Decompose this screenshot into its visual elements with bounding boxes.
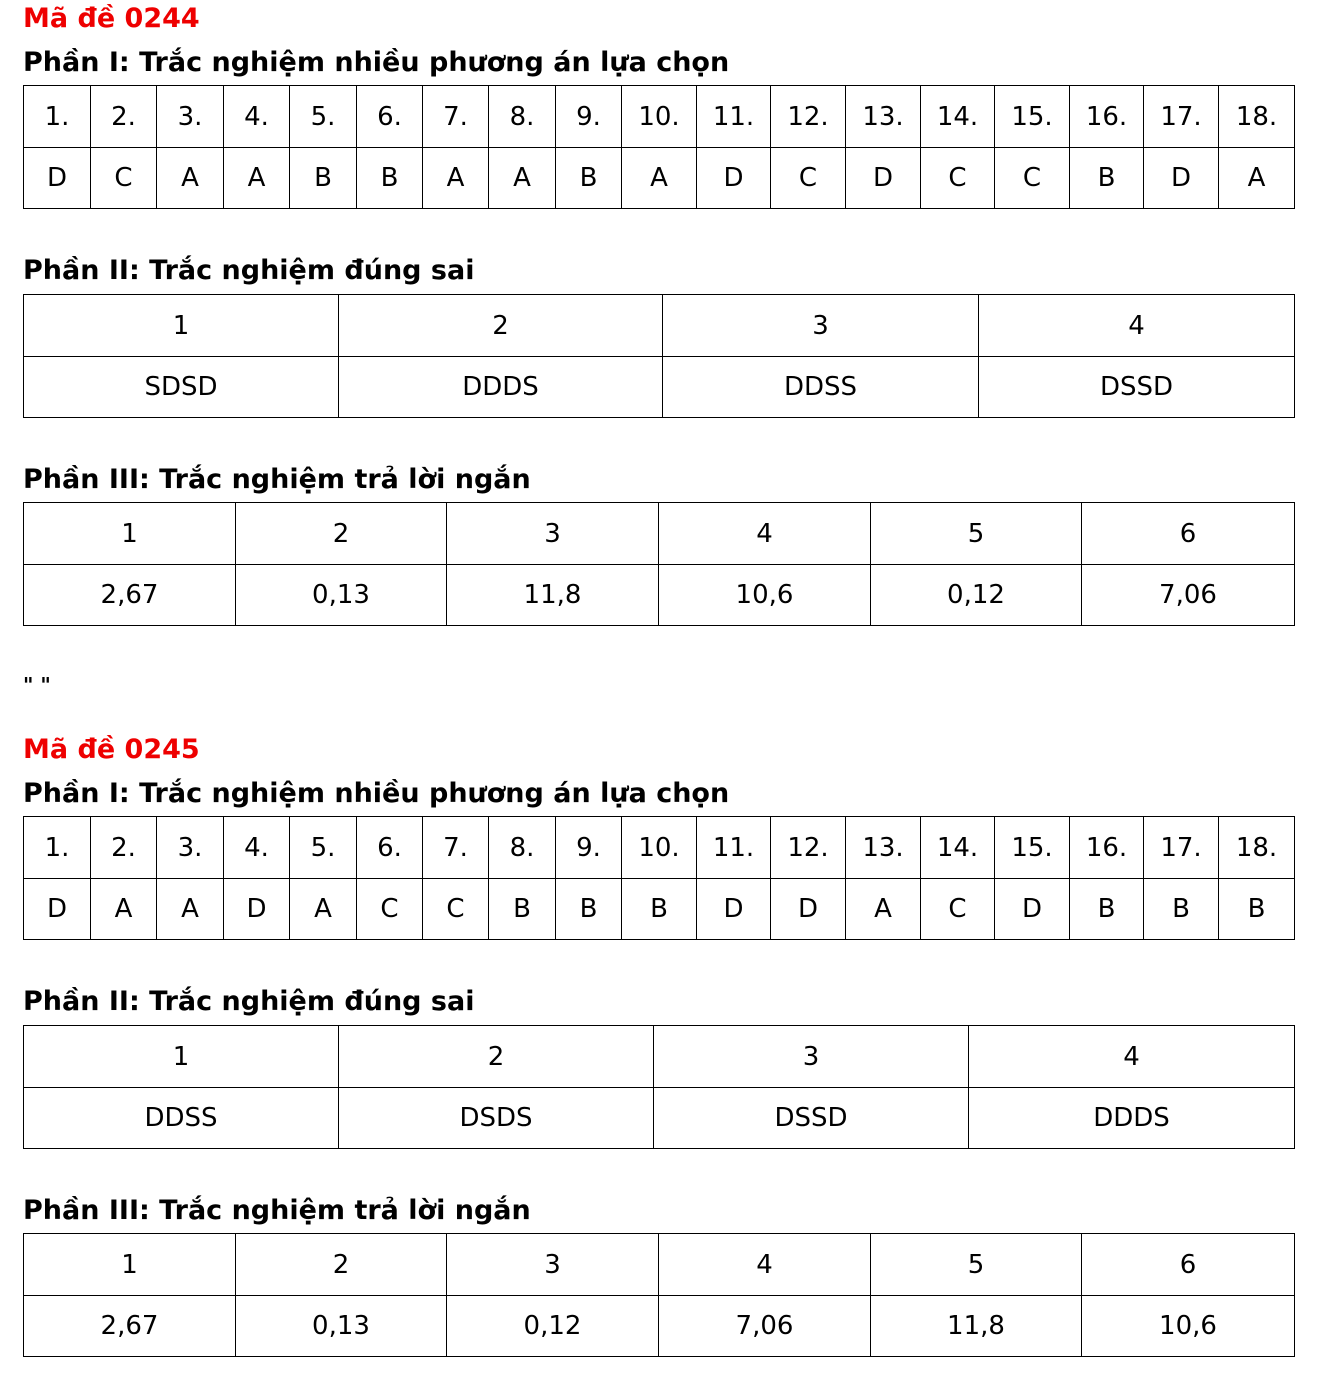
part3-title: Phần III: Trắc nghiệm trả lời ngắn (23, 464, 531, 495)
answer-cell: 11,8 (871, 1296, 1082, 1357)
question-number-cell: 7. (423, 86, 489, 148)
question-number-cell: 6. (357, 817, 423, 879)
answer-cell: D (24, 148, 91, 209)
answer-cell: C (921, 879, 995, 940)
question-number-cell: 10. (622, 817, 697, 879)
answer-cell: C (771, 148, 846, 209)
question-number-cell: 3 (654, 1026, 969, 1088)
answer-cell: DDSS (24, 1088, 339, 1149)
question-number-cell: 1. (24, 817, 91, 879)
question-number-cell: 13. (846, 86, 921, 148)
question-number-cell: 4 (659, 1234, 871, 1296)
answer-cell: B (1070, 879, 1144, 940)
answer-cell: 10,6 (659, 565, 871, 626)
answer-row (24, 565, 1295, 626)
answer-cell: A (423, 148, 489, 209)
answer-cell: B (290, 148, 357, 209)
question-number-cell: 7. (423, 817, 489, 879)
answer-cell: A (224, 148, 290, 209)
question-number-cell: 3. (157, 817, 224, 879)
answer-cell: A (1219, 148, 1295, 209)
question-number-cell: 4. (224, 86, 290, 148)
question-number-cell: 11. (697, 86, 771, 148)
separator-text: " " (23, 673, 51, 697)
question-number-cell: 9. (556, 817, 622, 879)
question-number-cell: 3 (447, 503, 659, 565)
question-number-cell: 1 (24, 503, 236, 565)
answer-cell: 2,67 (24, 565, 236, 626)
answer-row (24, 1296, 1295, 1357)
question-number-cell: 1. (24, 86, 91, 148)
answer-cell: B (622, 879, 697, 940)
answer-cell: A (622, 148, 697, 209)
part3-answer-table (23, 502, 1295, 626)
question-number-cell: 15. (995, 86, 1070, 148)
part2-title: Phần II: Trắc nghiệm đúng sai (23, 255, 475, 286)
question-row (24, 86, 1295, 148)
part2-answer-table (23, 1025, 1295, 1149)
answer-cell: D (24, 879, 91, 940)
question-number-cell: 6 (1082, 1234, 1295, 1296)
answer-cell: DSSD (654, 1088, 969, 1149)
answer-cell: 11,8 (447, 565, 659, 626)
question-number-cell: 9. (556, 86, 622, 148)
question-row (24, 295, 1295, 357)
question-number-cell: 3 (663, 295, 979, 357)
question-number-cell: 8. (489, 817, 556, 879)
answer-cell: C (357, 879, 423, 940)
question-row (24, 817, 1295, 879)
answer-cell: B (556, 148, 622, 209)
question-number-cell: 15. (995, 817, 1070, 879)
answer-cell: A (157, 879, 224, 940)
part1-title: Phần I: Trắc nghiệm nhiều phương án lựa chọn (23, 778, 730, 809)
question-number-cell: 10. (622, 86, 697, 148)
question-row (24, 503, 1295, 565)
answer-cell: B (489, 879, 556, 940)
part1-title: Phần I: Trắc nghiệm nhiều phương án lựa chọn (23, 47, 730, 78)
answer-cell: B (1144, 879, 1219, 940)
question-number-cell: 14. (921, 817, 995, 879)
question-number-cell: 11. (697, 817, 771, 879)
answer-cell: DDSS (663, 357, 979, 418)
question-number-cell: 3. (157, 86, 224, 148)
answer-cell: C (423, 879, 489, 940)
exam-code-title: Mã đề 0244 (23, 3, 200, 34)
answer-cell: A (91, 879, 157, 940)
answer-cell: 0,12 (447, 1296, 659, 1357)
answer-cell: D (224, 879, 290, 940)
answer-cell: A (157, 148, 224, 209)
part1-answer-table (23, 85, 1295, 209)
answer-cell: 7,06 (659, 1296, 871, 1357)
question-number-cell: 5 (871, 1234, 1082, 1296)
question-number-cell: 1 (24, 1234, 236, 1296)
exam-code-title: Mã đề 0245 (23, 734, 200, 765)
answer-cell: 7,06 (1082, 565, 1295, 626)
question-number-cell: 12. (771, 817, 846, 879)
part2-title: Phần II: Trắc nghiệm đúng sai (23, 986, 475, 1017)
question-number-cell: 16. (1070, 817, 1144, 879)
question-number-cell: 16. (1070, 86, 1144, 148)
answer-cell: D (1144, 148, 1219, 209)
question-number-cell: 4 (659, 503, 871, 565)
answer-cell: A (290, 879, 357, 940)
answer-cell: D (771, 879, 846, 940)
question-number-cell: 3 (447, 1234, 659, 1296)
question-number-cell: 18. (1219, 817, 1295, 879)
question-number-cell: 2. (91, 86, 157, 148)
question-number-cell: 17. (1144, 86, 1219, 148)
answer-cell: B (1219, 879, 1295, 940)
answer-cell: 2,67 (24, 1296, 236, 1357)
question-number-cell: 2 (236, 503, 447, 565)
answer-cell: A (489, 148, 556, 209)
answer-row (24, 148, 1295, 209)
question-number-cell: 2 (339, 1026, 654, 1088)
question-number-cell: 12. (771, 86, 846, 148)
question-number-cell: 2 (236, 1234, 447, 1296)
part3-title: Phần III: Trắc nghiệm trả lời ngắn (23, 1195, 531, 1226)
answer-row (24, 357, 1295, 418)
question-number-cell: 4 (979, 295, 1295, 357)
answer-cell: DDDS (969, 1088, 1295, 1149)
answer-cell: DSSD (979, 357, 1295, 418)
answer-cell: C (995, 148, 1070, 209)
answer-row (24, 1088, 1295, 1149)
question-number-cell: 2 (339, 295, 663, 357)
part2-answer-table (23, 294, 1295, 418)
question-number-cell: 17. (1144, 817, 1219, 879)
answer-cell: 10,6 (1082, 1296, 1295, 1357)
answer-cell: D (697, 879, 771, 940)
question-number-cell: 4 (969, 1026, 1295, 1088)
question-number-cell: 1 (24, 295, 339, 357)
answer-cell: 0,13 (236, 1296, 447, 1357)
question-number-cell: 14. (921, 86, 995, 148)
answer-row (24, 879, 1295, 940)
part1-answer-table (23, 816, 1295, 940)
question-number-cell: 6. (357, 86, 423, 148)
question-number-cell: 5 (871, 503, 1082, 565)
question-row (24, 1234, 1295, 1296)
answer-cell: DSDS (339, 1088, 654, 1149)
answer-cell: B (357, 148, 423, 209)
answer-cell: 0,13 (236, 565, 447, 626)
answer-cell: DDDS (339, 357, 663, 418)
question-number-cell: 5. (290, 817, 357, 879)
question-row (24, 1026, 1295, 1088)
part3-answer-table (23, 1233, 1295, 1357)
question-number-cell: 8. (489, 86, 556, 148)
answer-cell: B (556, 879, 622, 940)
question-number-cell: 2. (91, 817, 157, 879)
answer-cell: A (846, 879, 921, 940)
answer-cell: D (846, 148, 921, 209)
answer-cell: SDSD (24, 357, 339, 418)
question-number-cell: 5. (290, 86, 357, 148)
question-number-cell: 18. (1219, 86, 1295, 148)
question-number-cell: 4. (224, 817, 290, 879)
answer-cell: D (995, 879, 1070, 940)
question-number-cell: 13. (846, 817, 921, 879)
question-number-cell: 1 (24, 1026, 339, 1088)
answer-cell: 0,12 (871, 565, 1082, 626)
answer-cell: D (697, 148, 771, 209)
answer-cell: C (921, 148, 995, 209)
answer-cell: C (91, 148, 157, 209)
question-number-cell: 6 (1082, 503, 1295, 565)
answer-cell: B (1070, 148, 1144, 209)
